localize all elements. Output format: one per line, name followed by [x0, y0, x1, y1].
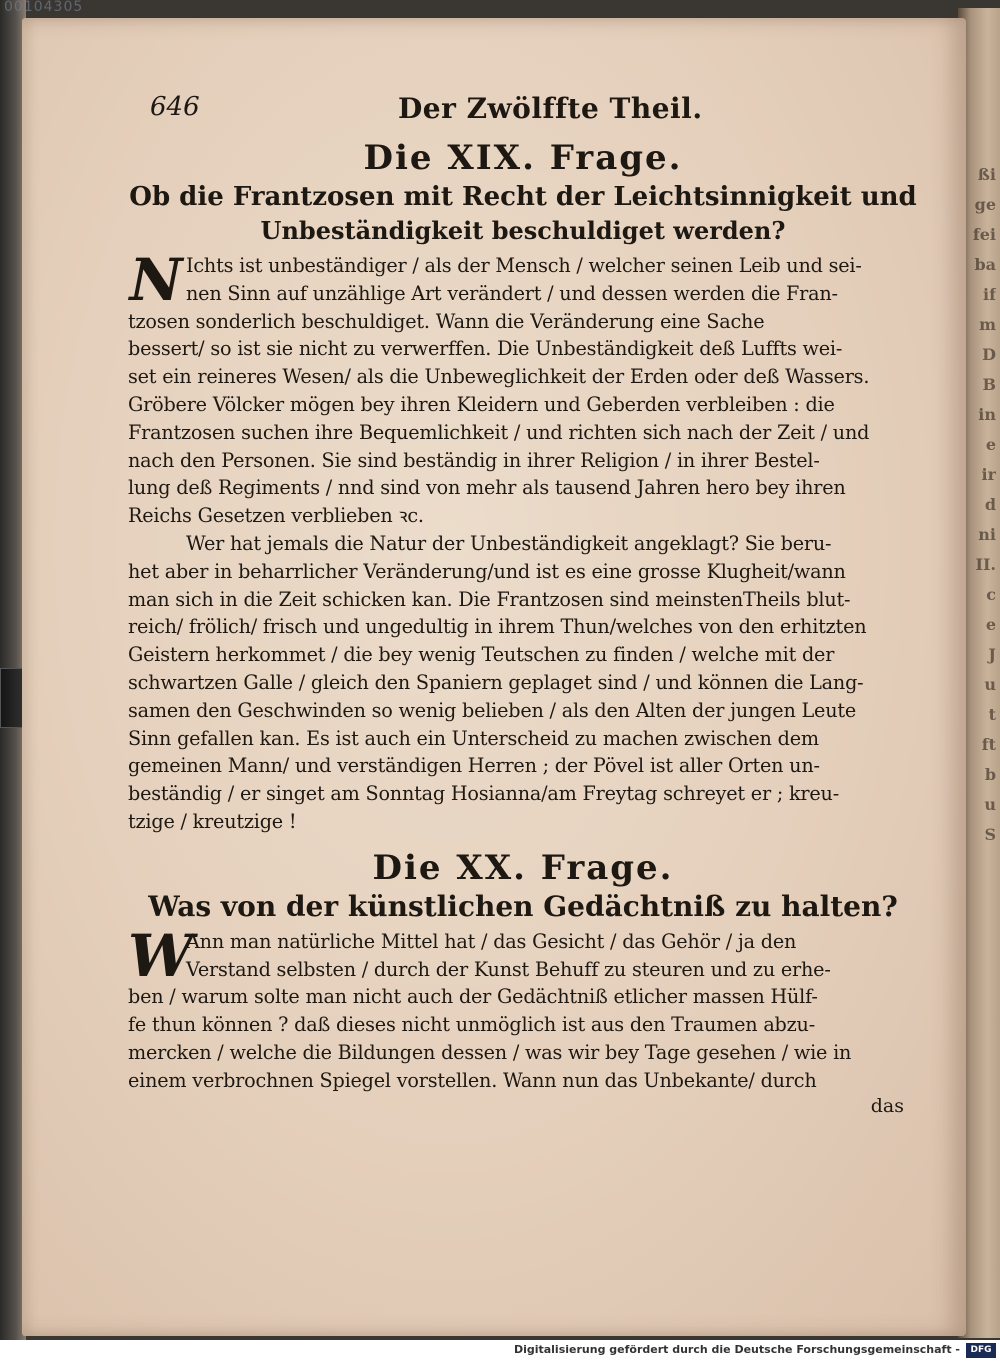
question-19-subtitle-line-1: Ob die Frantzosen mit Recht der Leichtsinnigkeit und [129, 182, 917, 212]
question-19-paragraph-2-line: gemeinen Mann/ und verständigen Herren ; der Pövel ist aller Orten un- [128, 754, 820, 778]
next-page-fragment: m [979, 315, 996, 334]
question-19-paragraph-2-line: het aber in beharrlicher Veränderung/und ist es eine grosse Klugheit/wann [128, 559, 846, 583]
question-19-paragraph-1-line: nen Sinn auf unzählige Art verändert / und dessen werden die Fran- [186, 281, 838, 305]
question-19-paragraph-2-line: schwartzen Galle / gleich den Spaniern geplaget sind / und können die Lang- [128, 670, 864, 694]
next-page-fragment: t [988, 705, 996, 724]
next-page-fragment: ßi [977, 165, 996, 184]
question-19-paragraph-2-line: Sinn gefallen kan. Es ist auch ein Unterscheid zu machen zwischen dem [128, 726, 819, 750]
question-19-paragraph-2-line: samen den Geschwinden so wenig belieben / als den Alten der jungen Leute [128, 698, 857, 722]
next-page-fragment: II. c [975, 555, 996, 604]
next-page-fragment: B [982, 375, 996, 394]
page-content [128, 92, 918, 1117]
question-19-paragraph-2-line: beständig / er singet am Sonntag Hosianna/am Freytag schreyet er ; kreu- [128, 782, 839, 806]
next-page-fragment: ft [981, 735, 996, 754]
dfg-logo: DFG [966, 1343, 996, 1358]
scan-id-label: 00104305 [4, 0, 84, 15]
question-20-paragraph-1-line: Ann man natürliche Mittel hat / das Gesicht / das Gehör / ja den [186, 929, 797, 953]
question-19-paragraph-1-line: Frantzosen suchen ihre Bequemlichkeit / und richten sich nach der Zeit / und [128, 420, 870, 444]
question-19-paragraph-1-line: Gröbere Völcker mögen bey ihren Kleidern und Geberden verbleiben : die [128, 392, 835, 416]
question-19-paragraph-1 [128, 246, 918, 530]
page-number: 646 [150, 92, 200, 122]
next-page-fragment: ba [974, 255, 996, 274]
question-20-paragraph-1-line: fe thun können ? daß dieses nicht unmöglich ist aus den Traumen abzu- [128, 1013, 815, 1037]
footer-credit: Digitalisierung gefördert durch die Deutsche Forschungsgemeinschaft - [513, 1343, 960, 1356]
question-20-heading: Die XX. Frage. [372, 847, 674, 888]
next-page-fragment: if [983, 285, 996, 304]
question-19-paragraph-1-line: Reichs Gesetzen verblieben ꝛc. [128, 504, 424, 528]
question-20-paragraph-1-line: mercken / welche die Bildungen dessen / was wir bey Tage gesehen / wie in [128, 1040, 852, 1064]
question-19-paragraph-1-line: Ichts ist unbeständiger / als der Mensch / welcher seinen Leib und sei- [186, 254, 862, 277]
question-19-paragraph-1-line: bessert/ so ist sie nicht zu verwerffen. Die Unbeständigkeit deß Luffts wei- [128, 337, 843, 361]
footer-bar [0, 1340, 1000, 1362]
next-page-fragment: u [984, 795, 996, 814]
question-19-paragraph-1-line: nach den Personen. Sie sind beständig in ihrer Religion / in ihrer Bestel- [128, 448, 820, 472]
question-19-paragraph-1-line: set ein reineres Wesen/ als die Unbeweglichkeit der Erden oder deß Wassers. [128, 365, 870, 389]
next-page-fragment: d [984, 495, 996, 514]
question-19-paragraph-2-line: Wer hat jemals die Natur der Unbeständigkeit angeklagt? Sie beru- [186, 531, 832, 555]
next-page-fragment: in [978, 405, 996, 424]
question-19-paragraph-2-line: Geistern herkommet / die bey wenig Teutschen zu finden / welche mit der [128, 643, 835, 667]
question-19-dropcap: N [129, 246, 183, 314]
question-19-paragraph-2-line: man sich in die Zeit schicken kan. Die Frantzosen sind meinstenTheils blut- [128, 587, 851, 611]
question-20-paragraph-1-line: einem verbrochnen Spiegel vorstellen. Wann nun das Unbekante/ durch [128, 1068, 817, 1092]
next-page-fragment: D [982, 345, 996, 364]
running-head-title: Der Zwölffte Theil. [398, 92, 703, 125]
next-page-fragment: J [988, 645, 996, 664]
next-page-fragment: ge [974, 195, 996, 214]
question-20-dropcap: W [128, 921, 194, 990]
next-page-text-fragments [966, 160, 996, 880]
next-page-fragment: e [985, 615, 996, 634]
next-page-fragment: b [984, 765, 996, 784]
question-19-paragraph-2-text [128, 530, 918, 836]
next-page-fragment: ni [978, 525, 996, 544]
next-page-fragment: u [984, 675, 996, 694]
question-20-paragraph-1-line: ben / warum solte man nicht auch der Gedächtniß etlicher massen Hülf- [128, 985, 818, 1009]
question-20-paragraph-1-line: Verstand selbsten / durch der Kunst Behuff zu steuren und zu erhe- [186, 957, 831, 981]
next-page-fragment: e [985, 435, 996, 454]
question-20-paragraph-1-text [128, 921, 918, 1095]
question-19-subtitle-line-2: Unbeständigkeit beschuldiget werden? [260, 216, 786, 245]
next-page-fragment: fei [972, 225, 996, 244]
question-19-paragraph-1-line: lung deß Regiments / nnd sind von mehr als tausend Jahren hero bey ihren [128, 476, 846, 500]
question-19-paragraph-2-line: reich/ frölich/ frisch und ungedultig in ihrem Thun/welches von den erhitzten [128, 615, 867, 639]
next-page-fragment: S [984, 825, 996, 844]
question-19-paragraph-2-line: tzige / kreutzige ! [128, 809, 297, 833]
question-19-paragraph-1-text [128, 246, 918, 530]
question-20-paragraph-1 [128, 921, 918, 1095]
running-head [128, 92, 918, 136]
question-19-heading: Die XIX. Frage. [363, 138, 683, 178]
question-19-paragraph-1-line: tzosen sonderlich beschuldiget. Wann die Veränderung eine Sache [128, 309, 765, 333]
catchword: das [870, 1094, 904, 1117]
next-page-fragment: ir [981, 465, 996, 484]
question-20-subtitle: Was von der künstlichen Gedächtniß zu halten? [148, 889, 898, 923]
